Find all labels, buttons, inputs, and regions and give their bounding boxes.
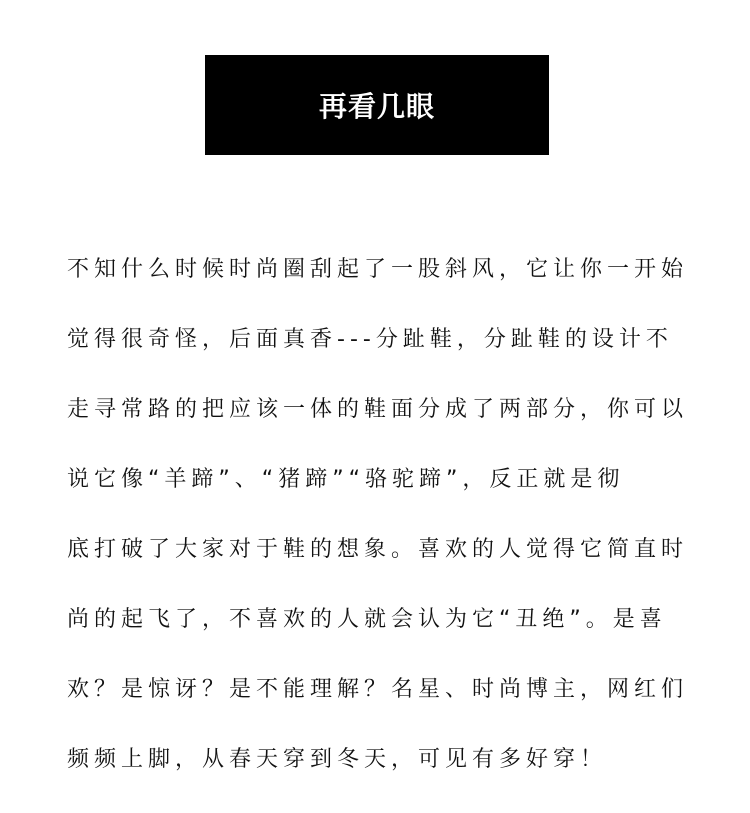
article-line: 频频上脚，从春天穿到冬天，可见有多好穿！ (67, 746, 608, 772)
article-line: 不知什么时候时尚圈刮起了一股斜风，它让你一开始 (67, 256, 689, 282)
article-line: 说它像“羊蹄”、“猪蹄”“骆驼蹄”，反正就是彻 (67, 466, 625, 492)
article-line: 觉得很奇怪，后面真香---分趾鞋，分趾鞋的设计不 (67, 326, 673, 352)
article-line: 欢？是惊讶？是不能理解？名星、时尚博主，网红们 (67, 676, 689, 702)
article-line: 底打破了大家对于鞋的想象。喜欢的人觉得它简直时 (67, 536, 689, 562)
article-body (67, 232, 692, 792)
section-title: 再看几眼 (318, 90, 435, 123)
article-line: 尚的起飞了，不喜欢的人就会认为它“丑绝”。是喜 (67, 606, 667, 632)
article-line: 走寻常路的把应该一体的鞋面分成了两部分，你可以 (67, 396, 689, 422)
section-title-banner (205, 55, 549, 155)
